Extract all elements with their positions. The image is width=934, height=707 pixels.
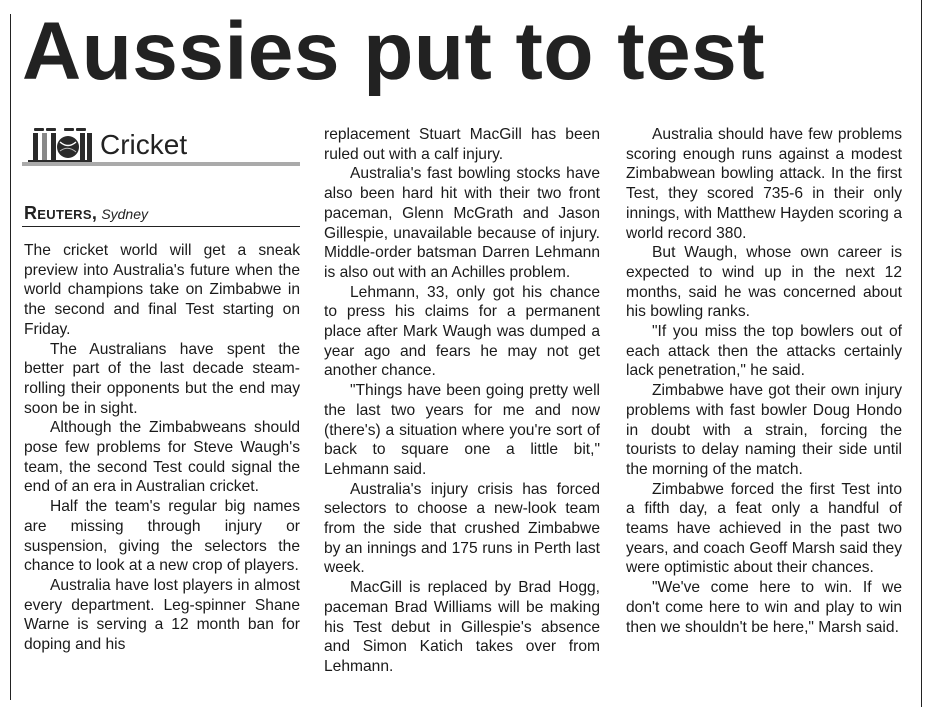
paragraph: "If you miss the top bowlers out of each attack then the attacks certainly lack penetration," he said. — [626, 323, 902, 380]
right-edge-rule — [921, 0, 922, 707]
paragraph: Australia should have few problems scoring enough runs against a modest Zimbabwean bowling attack. In the first Test, they scored 735-6 in their only innings, with Matthew Hayden scoring a world record 380. — [626, 126, 902, 242]
paragraph: The Australians have spent the better part of the last decade steam-rolling their opponents but the end may soon be in sight. — [24, 340, 300, 417]
paragraph: Australia's fast bowling stocks have also been hard hit with their two front paceman, Glenn McGrath and Jason Gillespie, unavailable because of injury. Middle-order batsman Darren Lehmann is also out with an Achilles problem. — [324, 165, 600, 281]
article-column-2 — [324, 125, 600, 677]
paragraph: "Things have been going pretty well the last two years for me and now (there's) a situation where you're sort of back to square one a little bit," Lehmann said. — [324, 382, 600, 478]
cricket-stumps-ball-icon — [24, 122, 94, 162]
byline-agency: Reuters, — [24, 203, 98, 223]
byline-divider — [22, 226, 300, 227]
section-divider — [22, 162, 300, 166]
paragraph: "We've come here to win. If we don't come here to win and play to win then we shouldn't be here," Marsh said. — [626, 579, 902, 636]
byline — [24, 203, 148, 225]
section-tag — [22, 122, 300, 166]
section-name: Cricket — [100, 129, 188, 160]
article-column-1 — [24, 241, 300, 655]
byline-city: Sydney — [101, 206, 149, 222]
article-column-3 — [626, 125, 902, 637]
paragraph: But Waugh, whose own career is expected to wind up in the next 12 months, said he was concerned about his bowling ranks. — [626, 244, 902, 321]
headline: Aussies put to test — [22, 6, 766, 97]
paragraph: replacement Stuart MacGill has been ruled out with a calf injury. — [324, 126, 600, 163]
paragraph: Although the Zimbabweans should pose few problems for Steve Waugh's team, the second Test could signal the end of an era in Australian cricket. — [24, 419, 300, 496]
paragraph: Zimbabwe have got their own injury problems with fast bowler Doug Hondo in doubt with a strain, forcing the tourists to delay naming their side until the morning of the match. — [626, 382, 902, 478]
paragraph: Australia have lost players in almost every department. Leg-spinner Shane Warne is serving a 12 month ban for doping and his — [24, 576, 300, 654]
left-column-rule — [10, 14, 11, 700]
paragraph: Zimbabwe forced the first Test into a fifth day, a feat only a handful of teams have achieved in the past two years, and coach Geoff Marsh said they were optimistic about their chances. — [626, 480, 902, 577]
paragraph: Lehmann, 33, only got his chance to press his claims for a permanent place after Mark Waugh was dumped a year ago and fears he may not get another chance. — [324, 283, 600, 380]
paragraph: Half the team's regular big names are missing through injury or suspension, giving the selectors the chance to look at a new crop of players. — [24, 498, 300, 575]
paragraph: The cricket world will get a sneak preview into Australia's future when the world champions take on Zimbabwe in the second and final Test starting on Friday. — [24, 242, 300, 338]
paragraph: Australia's injury crisis has forced selectors to choose a new-look team from the side that crushed Zimbabwe by an innings and 175 runs in Perth last week. — [324, 480, 600, 577]
paragraph: MacGill is replaced by Brad Hogg, paceman Brad Williams will be making his Test debut in Gillespie's absence and Simon Katich takes over from Lehmann. — [324, 579, 600, 675]
